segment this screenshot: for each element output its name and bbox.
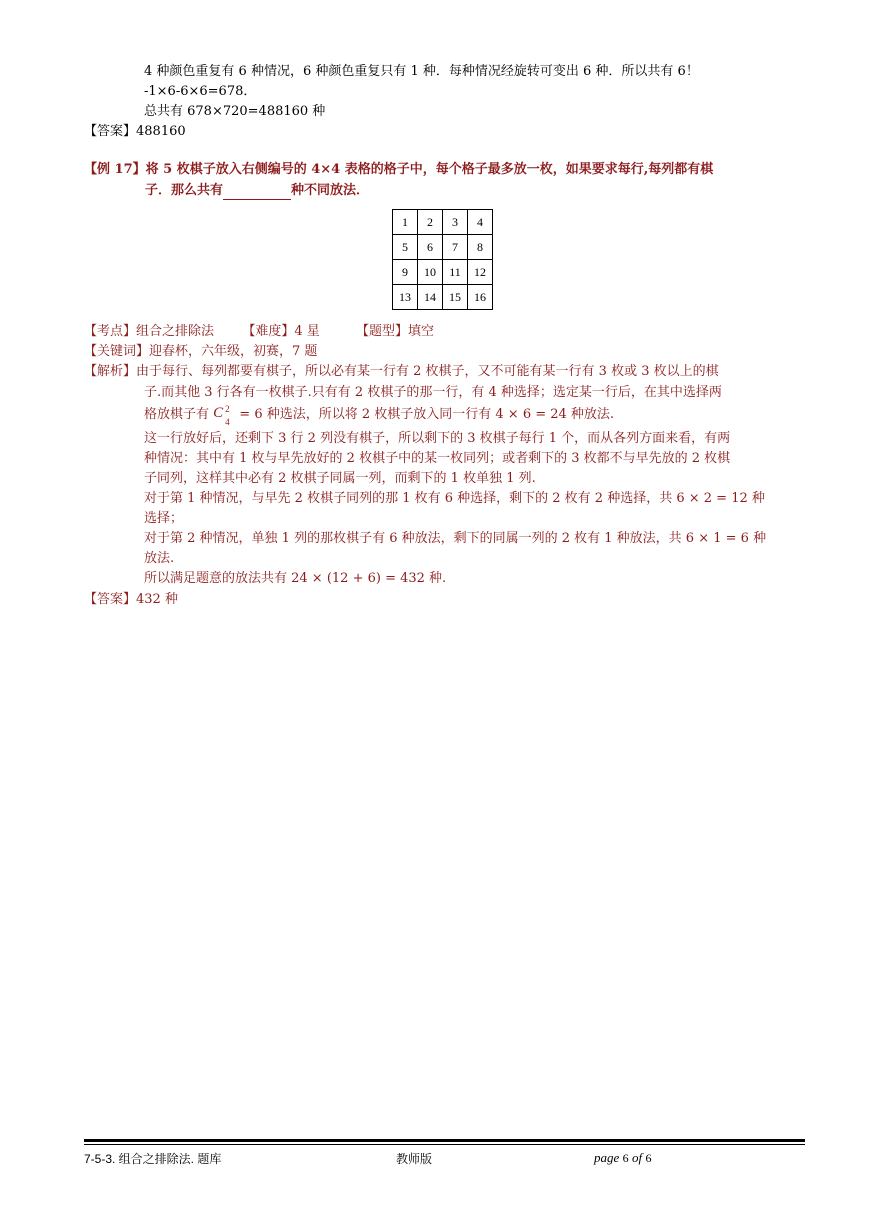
keywords-label: 【关键词】 <box>84 344 150 359</box>
comb-letter: C <box>213 405 224 421</box>
grid-cell: 11 <box>443 260 468 285</box>
grid-cell: 4 <box>468 210 493 235</box>
prev-answer-value: 488160 <box>136 124 186 139</box>
grid-cell: 12 <box>468 260 493 285</box>
answer-label: 【答案】 <box>84 592 137 607</box>
numbered-grid-4x4 <box>392 209 493 310</box>
footer-page-num: 6 <box>622 1151 629 1165</box>
footer-center: 教师版 <box>396 1152 433 1166</box>
tixing-label: 【题型】 <box>356 324 409 339</box>
footer-page-word: page <box>594 1150 620 1165</box>
combination-symbol <box>213 404 235 427</box>
grid-cell: 2 <box>418 210 443 235</box>
solution-label: 【解析】 <box>84 364 137 379</box>
answer-value: 432 种 <box>136 592 178 607</box>
grid-cell: 14 <box>418 285 443 310</box>
grid-cell: 15 <box>443 285 468 310</box>
solution-line-2: 子.而其他 3 行各有一枚棋子.只有有 2 枚棋子的那一行，有 4 种选择；选定某一行后，在其中选择两 <box>144 385 722 400</box>
solution-line-5: 种情况：其中有 1 枚与早先放好的 2 枚棋子中的某一枚同列；或者剩下的 3 枚都不与早先放的 2 枚棋 <box>144 451 731 466</box>
keywords-line <box>84 342 317 361</box>
solution-text-1: 由于每行、每列都要有棋子，所以必有某一行有 2 枚棋子，又不可能有某一行有 3 枚或 3 枚以上的棋 <box>136 364 719 379</box>
footer-page-total: 6 <box>645 1151 652 1165</box>
grid-cell: 3 <box>443 210 468 235</box>
grid-row <box>393 260 493 285</box>
solution-text-3b: = 6 种选法，所以将 2 枚棋子放入同一行有 4 × 6 = 24 种放法. <box>239 407 615 422</box>
example-stem-text-2b: 种不同放法． <box>291 183 370 198</box>
prev-answer <box>84 122 186 141</box>
prev-solution-line-2: -1×6-6×6=678． <box>144 84 257 99</box>
solution-line-11: 所以满足题意的放法共有 24 × (12 + 6) = 432 种. <box>144 571 447 586</box>
grid-cell: 6 <box>418 235 443 260</box>
keywords-value: 迎春杯，六年级，初赛，7 题 <box>149 344 318 359</box>
grid-row <box>393 235 493 260</box>
prev-solution-line-3: 总共有 678×720=488160 种 <box>144 104 326 119</box>
comb-sup: 2 <box>225 404 230 414</box>
tixing-value: 填空 <box>408 324 435 339</box>
solution-line-9: 对于第 2 种情况，单独 1 列的那枚棋子有 6 种放法，剩下的同属一列的 2 枚有 1 种放法，共 6 × 1 = 6 种 <box>144 531 767 546</box>
grid-row <box>393 285 493 310</box>
grid-cell: 1 <box>393 210 418 235</box>
footer-left: 7-5-3. 组合之排除法. 题库 <box>84 1152 222 1166</box>
example-stem-text-1: 将 5 枚棋子放入右侧编号的 4×4 表格的格子中，每个格子最多放一枚，如果要求每行,每列都有棋 <box>145 162 714 177</box>
grid-cell: 5 <box>393 235 418 260</box>
solution-line-6: 子同列，这样其中必有 2 枚棋子同属一列，而剩下的 1 枚单独 1 列. <box>144 471 536 486</box>
answer-line <box>84 590 178 609</box>
kaodian-value: 组合之排除法 <box>136 324 215 339</box>
solution-line-7: 对于第 1 种情况，与早先 2 枚棋子同列的那 1 枚有 6 种选择，剩下的 2 枚有 2 种选择，共 6 × 2 = 12 种 <box>144 491 765 506</box>
grid-cell: 10 <box>418 260 443 285</box>
footer-page <box>594 1150 651 1166</box>
grid-cell: 9 <box>393 260 418 285</box>
example-stem-text-2a: 子．那么共有 <box>145 183 224 198</box>
grid-cell: 16 <box>468 285 493 310</box>
solution-line-10: 放法. <box>144 551 175 566</box>
footer-rule-thin <box>84 1144 805 1145</box>
solution-line-8: 选择； <box>144 511 184 526</box>
prev-solution-line-1: 4 种颜色重复有 6 种情况，6 种颜色重复只有 1 种．每种情况经旋转可变出 6 种．所以共有 6！ <box>144 64 699 79</box>
example-stem-line-2 <box>145 181 369 200</box>
solution-line-4: 这一行放好后，还剩下 3 行 2 列没有棋子，所以剩下的 3 枚棋子每行 1 个，而从各列方面来看，有两 <box>144 431 731 446</box>
grid-row <box>393 210 493 235</box>
kaodian-label: 【考点】 <box>84 324 137 339</box>
solution-text-3a: 格放棋子有 <box>144 407 210 422</box>
example-label: 【例 17】 <box>84 162 146 177</box>
solution-line-1 <box>84 362 719 381</box>
example-stem-line-1 <box>84 160 713 179</box>
meta-line <box>84 322 434 341</box>
comb-sub: 4 <box>225 417 230 427</box>
grid-cell: 13 <box>393 285 418 310</box>
footer-rule-thick <box>84 1139 805 1142</box>
solution-line-3 <box>144 404 615 427</box>
nandu-value: 4 星 <box>294 324 320 339</box>
grid-cell: 8 <box>468 235 493 260</box>
answer-blank <box>223 185 291 200</box>
prev-answer-label: 【答案】 <box>84 124 137 139</box>
grid-cell: 7 <box>443 235 468 260</box>
nandu-label: 【难度】 <box>242 324 295 339</box>
footer-of-word: of <box>631 1150 643 1165</box>
